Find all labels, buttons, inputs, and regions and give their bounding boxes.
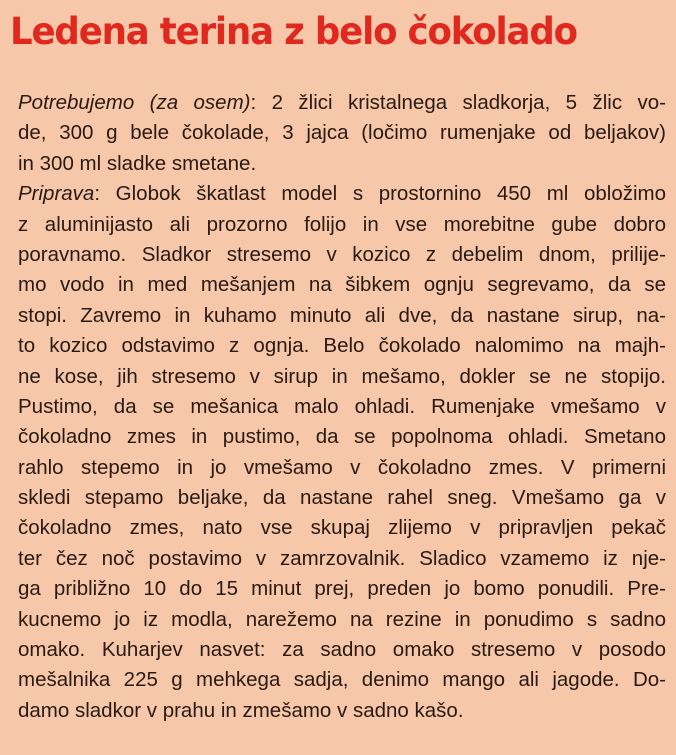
text-line [18, 574, 666, 604]
text-line [18, 392, 666, 422]
text-line [18, 665, 666, 695]
line-text: in 300 ml sladke smetane. [18, 151, 257, 175]
text-line [18, 179, 666, 209]
line-text: ter čez noč postavimo v zamrzovalnik. Sladico vzamemo iz nje- [18, 546, 666, 570]
recipe-body [18, 88, 666, 726]
line-text: stopi. Zavremo in kuhamo minuto ali dve, da nastane sirup, na- [18, 303, 666, 327]
line-text: omako. Kuharjev nasvet: za sadno omako stresemo v posodo [18, 638, 666, 662]
text-line [18, 331, 666, 361]
line-text: poravnamo. Sladkor stresemo v kozico z debelim dnom, prilije- [18, 242, 666, 266]
line-text: damo sladkor v prahu in zmešamo v sadno kašo. [18, 698, 464, 722]
line-text: z aluminijasto ali prozorno folijo in vse morebitne gube dobro [18, 212, 666, 236]
text-line [18, 483, 666, 513]
text-line [18, 210, 666, 240]
section-label: Potrebujemo (za osem) [18, 91, 251, 114]
text-line [18, 270, 666, 300]
line-text: čokoladno zmes in pustimo, da se popolnoma ohladi. Smetano [18, 425, 666, 449]
text-line [18, 422, 666, 452]
text-line [18, 301, 666, 331]
text-line [18, 635, 666, 665]
text-line [18, 453, 666, 483]
line-text: : 2 žlici kristalnega sladkorja, 5 žlic vo- [250, 91, 666, 114]
line-text: ne kose, jih stresemo v sirup in mešamo, dokler se ne stopijo. [18, 364, 666, 388]
text-line [18, 605, 666, 635]
section-label: Priprava [18, 182, 95, 206]
line-text: Pustimo, da se mešanica malo ohladi. Rumenjake vmešamo v [18, 394, 666, 418]
line-text: čokoladno zmes, nato vse skupaj zlijemo v pripravljen pekač [18, 516, 666, 540]
text-line [18, 544, 666, 574]
text-line [18, 513, 666, 543]
line-text: kucnemo jo iz modla, narežemo na rezine in ponudimo s sadno [18, 607, 666, 631]
text-line [18, 118, 666, 148]
line-text: rahlo stepemo in jo vmešamo v čokoladno zmes. V primerni [18, 455, 666, 479]
line-text: mešalnika 225 g mehkega sadja, denimo mango ali jagode. Do- [18, 668, 666, 692]
line-text: mo vodo in med mešanjem na šibkem ognju segrevamo, da se [18, 273, 666, 297]
text-line [18, 149, 666, 179]
line-text: skledi stepamo beljake, da nastane rahel sneg. Vmešamo ga v [18, 486, 666, 510]
text-line [18, 696, 666, 726]
text-line [18, 88, 666, 118]
line-text: to kozico odstavimo z ognja. Belo čokolado nalomimo na majh- [18, 334, 666, 358]
text-line [18, 240, 666, 270]
line-text: : Globok škatlast model s prostornino 450 ml obložimo [94, 182, 666, 206]
line-text: de, 300 g bele čokolade, 3 jajca (ločimo rumenjake od beljakov) [18, 121, 666, 145]
line-text: ga približno 10 do 15 minut prej, preden jo bomo ponudili. Pre- [18, 577, 666, 601]
recipe-title: Ledena terina z belo čokolado [10, 10, 577, 53]
text-line [18, 362, 666, 392]
